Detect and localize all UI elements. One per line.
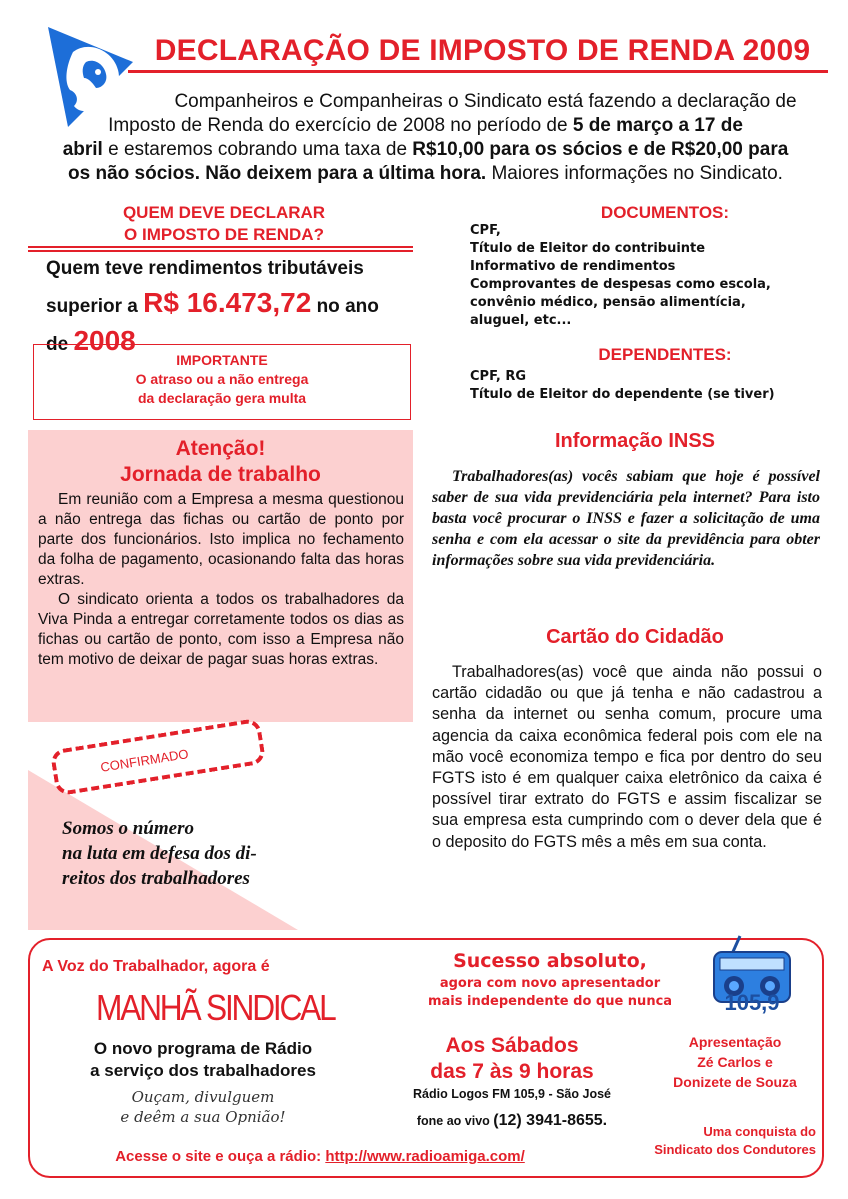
quem-post-amount: no ano (311, 296, 379, 317)
atencao-paragraph-1: Em reunião com a Empresa a mesma questionou a não entrega das fichas ou cartão de ponto por parte dos funcionários. Isto implica no fechamento da folha de pagamento, ocasionando falta das horas extras. (38, 491, 404, 588)
quem-title-1: QUEM DEVE DECLARAR (122, 203, 326, 222)
site-label: Acesse o site e ouça a rádio: (115, 1148, 326, 1165)
program-desc-line: a serviço dos trabalhadores (90, 1061, 316, 1080)
agora-text (402, 975, 698, 1011)
atencao-title-2: Jornada de trabalho (120, 463, 321, 486)
quem-pre-year: de (46, 334, 74, 355)
quem-line-1: Quem teve rendimentos tributáveis (46, 258, 364, 279)
quem-title-2: O IMPOSTO DE RENDA? (124, 225, 324, 244)
schedule-time: das 7 às 9 horas (430, 1060, 594, 1083)
intro-text: Imposto de Renda do exercício de 2008 no período de (108, 115, 573, 136)
somos-line: na luta em defesa dos di- (62, 843, 257, 864)
agora-line: agora com novo apresentador (439, 976, 661, 991)
income-year: 2008 (73, 325, 136, 356)
dep-item: CPF, RG (470, 369, 527, 384)
income-amount: R$ 16.473,72 (143, 287, 312, 318)
conquista-line: Sindicato dos Condutores (654, 1142, 816, 1157)
phone-label: fone ao vivo (416, 1114, 494, 1128)
confirmado-label: CONFIRMADO (99, 746, 190, 775)
atencao-paragraph-2: O sindicato orienta a todos os trabalhadores da Viva Pinda a entregar corretamente todos os dias as fichas ou cartão de ponto, com isso a Empresa não tem motivo de deixar de pagar suas horas extras. (38, 591, 404, 668)
radio-voz: A Voz do Trabalhador, agora é (42, 958, 270, 975)
somos-slogan (62, 816, 312, 891)
presenters-line: Apresentação (688, 1034, 782, 1050)
oucam-text (38, 1087, 368, 1127)
intro-text: Companheiros e Companheiras o Sindicato está fazendo a declaração de (174, 91, 797, 112)
program-desc-line: O novo programa de Rádio (93, 1039, 313, 1058)
doc-item: aluguel, etc... (470, 313, 572, 328)
doc-item: Título de Eleitor do contribuinte (470, 241, 706, 256)
atencao-title-1: Atenção! (175, 437, 266, 460)
inss-text: Trabalhadores(as) vocês sabiam que hoje é possível saber de sua vida previdenciária pela internet? Para isto basta você procurar o INSS e fazer a solicitação de uma senha e com ela acessar o site da previdência para obter informações sobre sua vida previdenciária. (432, 468, 820, 569)
intro-text: Maiores informações no Sindicato. (486, 163, 783, 184)
cartao-text: Trabalhadores(as) você que ainda não possui o cartão cidadão ou que já tenha e não cadastrou a senha da internet ou senha comum, procure uma agencia da caixa econômica federal pois com ele na mão você economiza tempo e fica por dentro do seu FGTS isto é em qualquer caixa eletrônico da caixa é possível tirar extrato do FGTS e assim fiscalizar se sua empresa esta cumprindo com o dever dela que é o deposito do FGTS mês a mês em sua conta. (432, 663, 822, 851)
site-line (40, 1148, 600, 1165)
program-description (38, 1038, 368, 1082)
intro-period-end: abril (62, 139, 103, 160)
somos-line: reitos dos trabalhadores (62, 868, 250, 889)
doc-item: convênio médico, pensão alimentícia, (470, 295, 746, 310)
importante-box (33, 344, 411, 420)
cartao-title: Cartão do Cidadão (546, 626, 724, 648)
intro-text: e estaremos cobrando uma taxa de (102, 139, 413, 160)
presenters-line: Donizete de Souza (673, 1074, 797, 1090)
importante-line-2: da declaração gera multa (137, 390, 307, 406)
doc-item: CPF, (470, 223, 501, 238)
quem-pre-amount: superior a (46, 296, 144, 317)
phone-line (382, 1112, 642, 1130)
agora-line: mais independente do que nunca (427, 994, 673, 1009)
somos-line: Somos o número (62, 818, 194, 839)
intro-warning: os não sócios. Não deixem para a última hora. (68, 163, 487, 184)
radio-frequency: 105,9 (724, 990, 780, 1015)
sucesso-heading: Sucesso absoluto, (453, 950, 647, 972)
presenters-line: Zé Carlos e (697, 1054, 773, 1070)
intro-period: 5 de março a 17 de (572, 115, 743, 136)
station-name: Rádio Logos FM 105,9 - São José (413, 1087, 611, 1101)
doc-item: Comprovantes de despesas como escola, (470, 277, 771, 292)
site-link[interactable]: http://www.radioamiga.com/ (325, 1148, 525, 1165)
doc-item: Informativo de rendimentos (470, 259, 676, 274)
page-title: DECLARAÇÃO DE IMPOSTO DE RENDA 2009 (154, 34, 811, 67)
title-underline (128, 70, 828, 73)
conquista (640, 1123, 816, 1159)
oucam-line: Ouçam, divulguem (131, 1088, 275, 1106)
phone-number: (12) 3941-8655. (493, 1112, 608, 1129)
dep-item: Título de Eleitor do dependente (se tiver) (470, 387, 775, 402)
intro-fees: R$10,00 para os sócios e de R$20,00 para (412, 139, 789, 160)
presenters (650, 1032, 820, 1092)
dependentes-heading: DEPENDENTES: (598, 345, 732, 364)
atencao-title (28, 436, 413, 488)
oucam-line: e deêm a sua Opnião! (120, 1108, 286, 1126)
program-name: MANHÃ SINDICAL (96, 987, 335, 1028)
importante-line-1: O atraso ou a não entrega (135, 371, 309, 387)
dependentes-list (470, 368, 820, 404)
atencao-text (38, 490, 404, 670)
inss-title: Informação INSS (554, 430, 716, 452)
quem-heading (46, 202, 402, 246)
importante-title: IMPORTANTE (176, 352, 268, 368)
schedule (392, 1033, 632, 1085)
conquista-line: Uma conquista do (703, 1124, 816, 1139)
schedule-day: Aos Sábados (445, 1034, 579, 1057)
documentos-list (470, 222, 820, 330)
intro-paragraph (28, 90, 823, 186)
documentos-heading: DOCUMENTOS: (600, 203, 730, 222)
